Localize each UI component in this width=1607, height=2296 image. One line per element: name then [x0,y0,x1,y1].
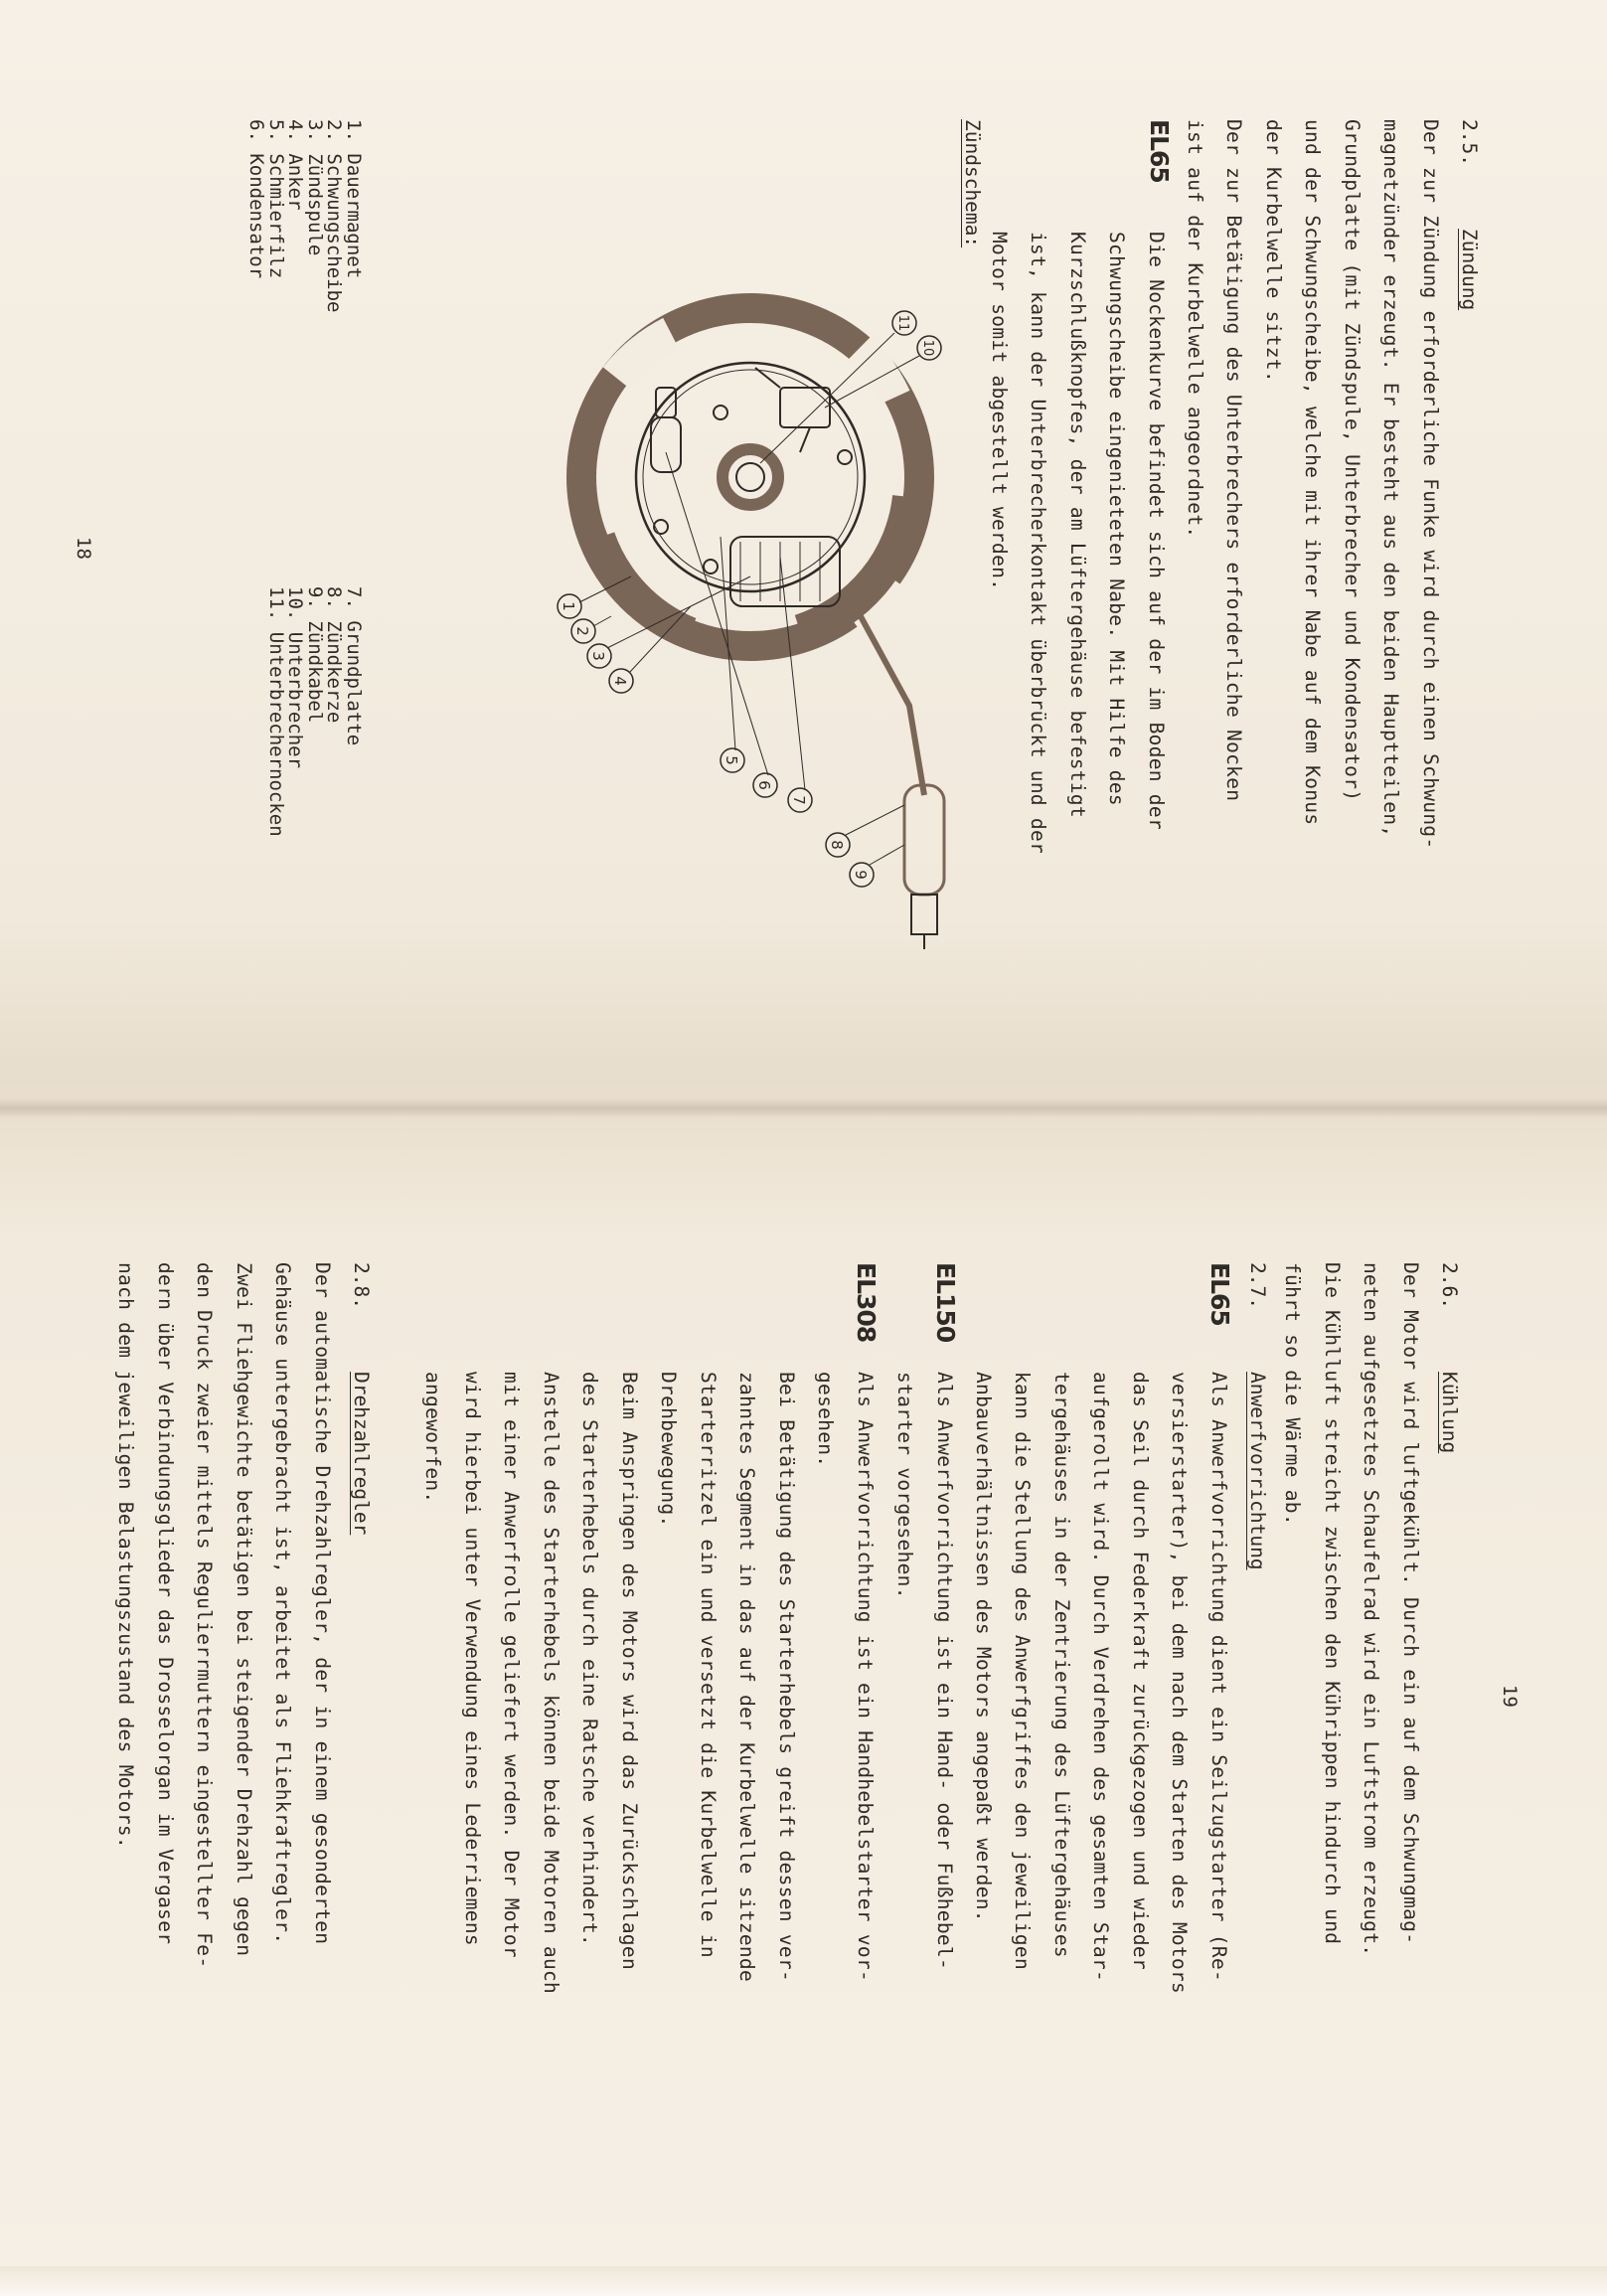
text-line: aufgerollt wird. Durch Verdrehen des gesamten Star- [1089,1372,1113,1983]
el65-body [964,1372,1239,1994]
callout-label: 6 [755,780,773,790]
text-line: das Seil durch Federkraft zurückgezogen und wieder [1129,1372,1152,1970]
text-line: versierstarter), bei dem nach dem Starten des Motors [1168,1372,1192,1995]
model-label-el65: EL65 [1145,119,1174,183]
page-19 [114,1262,1521,2087]
text-line: neten aufgesetztes Schaufelrad wird ein Luftstrom erzeugt. [1360,1262,1383,1957]
text-line: kann die Stellung des Anwerfgriffes den jeweiligen [1011,1372,1035,1970]
legend-item: 6. Kondensator [245,119,268,279]
legend-left [246,119,363,312]
callout-label: 8 [828,840,846,850]
text-line: zahntes Segment in das auf der Kurbelwelle sitzende [735,1372,759,1983]
ignition-diagram [557,239,949,954]
callout-label: 3 [589,651,607,661]
callout-label: 10 [920,339,935,357]
text-line: Bei Betätigung des Starterhebels greift dessen ver- [775,1372,798,1983]
text-line: der Kurbelwelle sitzt. [1262,119,1285,383]
section-number: 2.7. [1246,1262,1269,1309]
page-18 [73,119,1481,1123]
text-line: Der automatische Drehzahlregler, der in einem gesonderten [311,1262,334,1945]
text-line: Zwei Fliehgewichte betätigen bei steigender Drehzahl gegen [233,1262,255,1957]
section-number: 2.5. [1458,119,1481,166]
text-line: Der zur Betätigung des Unterbrechers erforderliche Nocken [1222,119,1246,802]
el150-body [885,1372,964,1970]
text-line: mit einer Anwerfrolle geliefert werden. Der Motor [500,1372,524,1958]
text-line: nach dem jeweiligen Belastungszustand des Motors. [114,1262,138,1849]
section-2-5-body [1176,119,1451,849]
callout-2 [571,616,611,643]
text-line: Gehäuse untergebracht ist, arbeitet als Fliehkraftregler. [271,1262,295,1945]
text-line: führt so die Wärme ab. [1281,1262,1305,1526]
text-line: Beim Anspringen des Motors wird das Zurückschlagen [618,1372,641,1970]
legend-item: 3. Zündspule [304,119,326,256]
text-line: wird hierbei unter Verwendung eines Lederriemens [461,1372,484,1946]
section-title: Kühlung [1438,1372,1461,1454]
legend-item: 9. Zündkabel [304,586,326,724]
schema-title: Zündschema: [961,119,984,248]
text-line: Motor somit abgestellt werden. [988,232,1011,591]
callout-label: 2 [573,626,591,636]
page-number: 19 [1499,1685,1521,1708]
text-line: und der Schwungscheibe, welche mit ihrer Nabe auf dem Konus [1301,119,1325,826]
callout-8 [826,805,904,857]
text-line: magnetzünder erzeugt. Er besteht aus den beiden Hauptteilen, [1379,119,1403,838]
text-line: den Druck zweier mittels Regulierrmuttern eingestellter Fe- [193,1262,217,1969]
legend-right [266,586,364,837]
text-line: angeworfen. [421,1372,445,1504]
text-line: gesehen. [814,1372,838,1468]
callout-label: 9 [852,870,870,880]
text-line: Drehbewegung. [657,1372,681,1528]
text-line: Als Anwerfvorrichtung dient ein Seilzugstarter (Re- [1207,1372,1230,1983]
callout-7 [780,557,812,812]
section-2-8-body [106,1262,342,1968]
text-line: Anbauverhältnissen des Motors angepaßt werden. [972,1372,995,1922]
text-line: Der Motor wird luftgekühlt. Durch ein auf dem Schwungmag- [1399,1262,1422,1945]
legend-item: 11. Unterbrechernocken [265,586,287,837]
legend-item: 4. Anker [284,119,307,211]
callout-label: 5 [723,755,740,765]
legend-item: 7. Grundplatte [343,586,365,746]
legend-item: 1. Dauermagnet [343,119,365,279]
section-title: Zündung [1458,229,1481,311]
text-line: Die Kühlluft streicht zwischen den Kührippen hindurch und [1321,1262,1344,1945]
text-line: Kurzschlußknopfes, der am Lüftergehäuse befestigt [1066,232,1089,818]
text-line: ist, kann der Unterbrecherkontakt überbrückt und der [1027,232,1050,855]
model-label-el65: EL65 [1205,1262,1234,1326]
text-line: Als Anwerfvorrichtung ist ein Handhebelstarter vor- [854,1372,877,1983]
section-number: 2.6. [1438,1262,1461,1309]
callout-9 [850,845,904,887]
callout-label: 11 [895,314,910,332]
text-line: Als Anwerfvorrichtung ist ein Hand- oder Fußhebel- [933,1372,956,1970]
callout-label: 7 [790,795,808,805]
legend-item: 5. Schmierfilz [265,119,287,279]
text-line: Starterritzel ein und versetzt die Kurbelwelle in [697,1372,720,1958]
text-line: Anstelle des Starterhebels können beide Motoren auch [540,1372,562,1995]
text-line: Der zur Zündung erforderliche Funke wird durch einen Schwung- [1419,119,1442,850]
el308-body [413,1372,884,1994]
callout-label: 4 [611,676,629,686]
text-line: Schwungscheibe eingenieteten Nabe. Mit Hilfe des [1105,232,1129,806]
text-line: dern über Verbindungsglieder das Drosselorgan im Vergaser [154,1262,177,1945]
text-line: Die Nockenkurve befindet sich auf der im Boden der [1145,232,1168,830]
section-number: 2.8. [350,1262,373,1309]
legend-item: 10. Unterbrecher [284,586,307,769]
page-edge [0,2266,1607,2296]
page-number: 18 [73,537,94,560]
section-title: Anwerfvorrichtung [1246,1372,1269,1570]
text-line: des Starterhebels durch eine Ratsche verhindert. [578,1372,602,1946]
model-label-el150: EL150 [931,1262,960,1343]
model-label-el308: EL308 [852,1262,881,1343]
section-2-6-body [1273,1262,1430,1956]
section-title: Drehzahlregler [350,1372,373,1536]
text-line: starter vorgesehen. [893,1372,917,1599]
text-line: tergehäuses in der Zentrierung des Lüftergehäuses [1050,1372,1073,1958]
el65-body [980,232,1177,854]
text-line: ist auf der Kurbelwelle angeordnet. [1184,119,1206,539]
legend-item: 2. Schwungscheibe [323,119,346,313]
text-line: Grundplatte (mit Zündspule, Unterbrecher und Kondensator) [1341,119,1364,802]
callout-label: 1 [560,601,577,611]
legend-item: 8. Zündkerze [323,586,346,724]
